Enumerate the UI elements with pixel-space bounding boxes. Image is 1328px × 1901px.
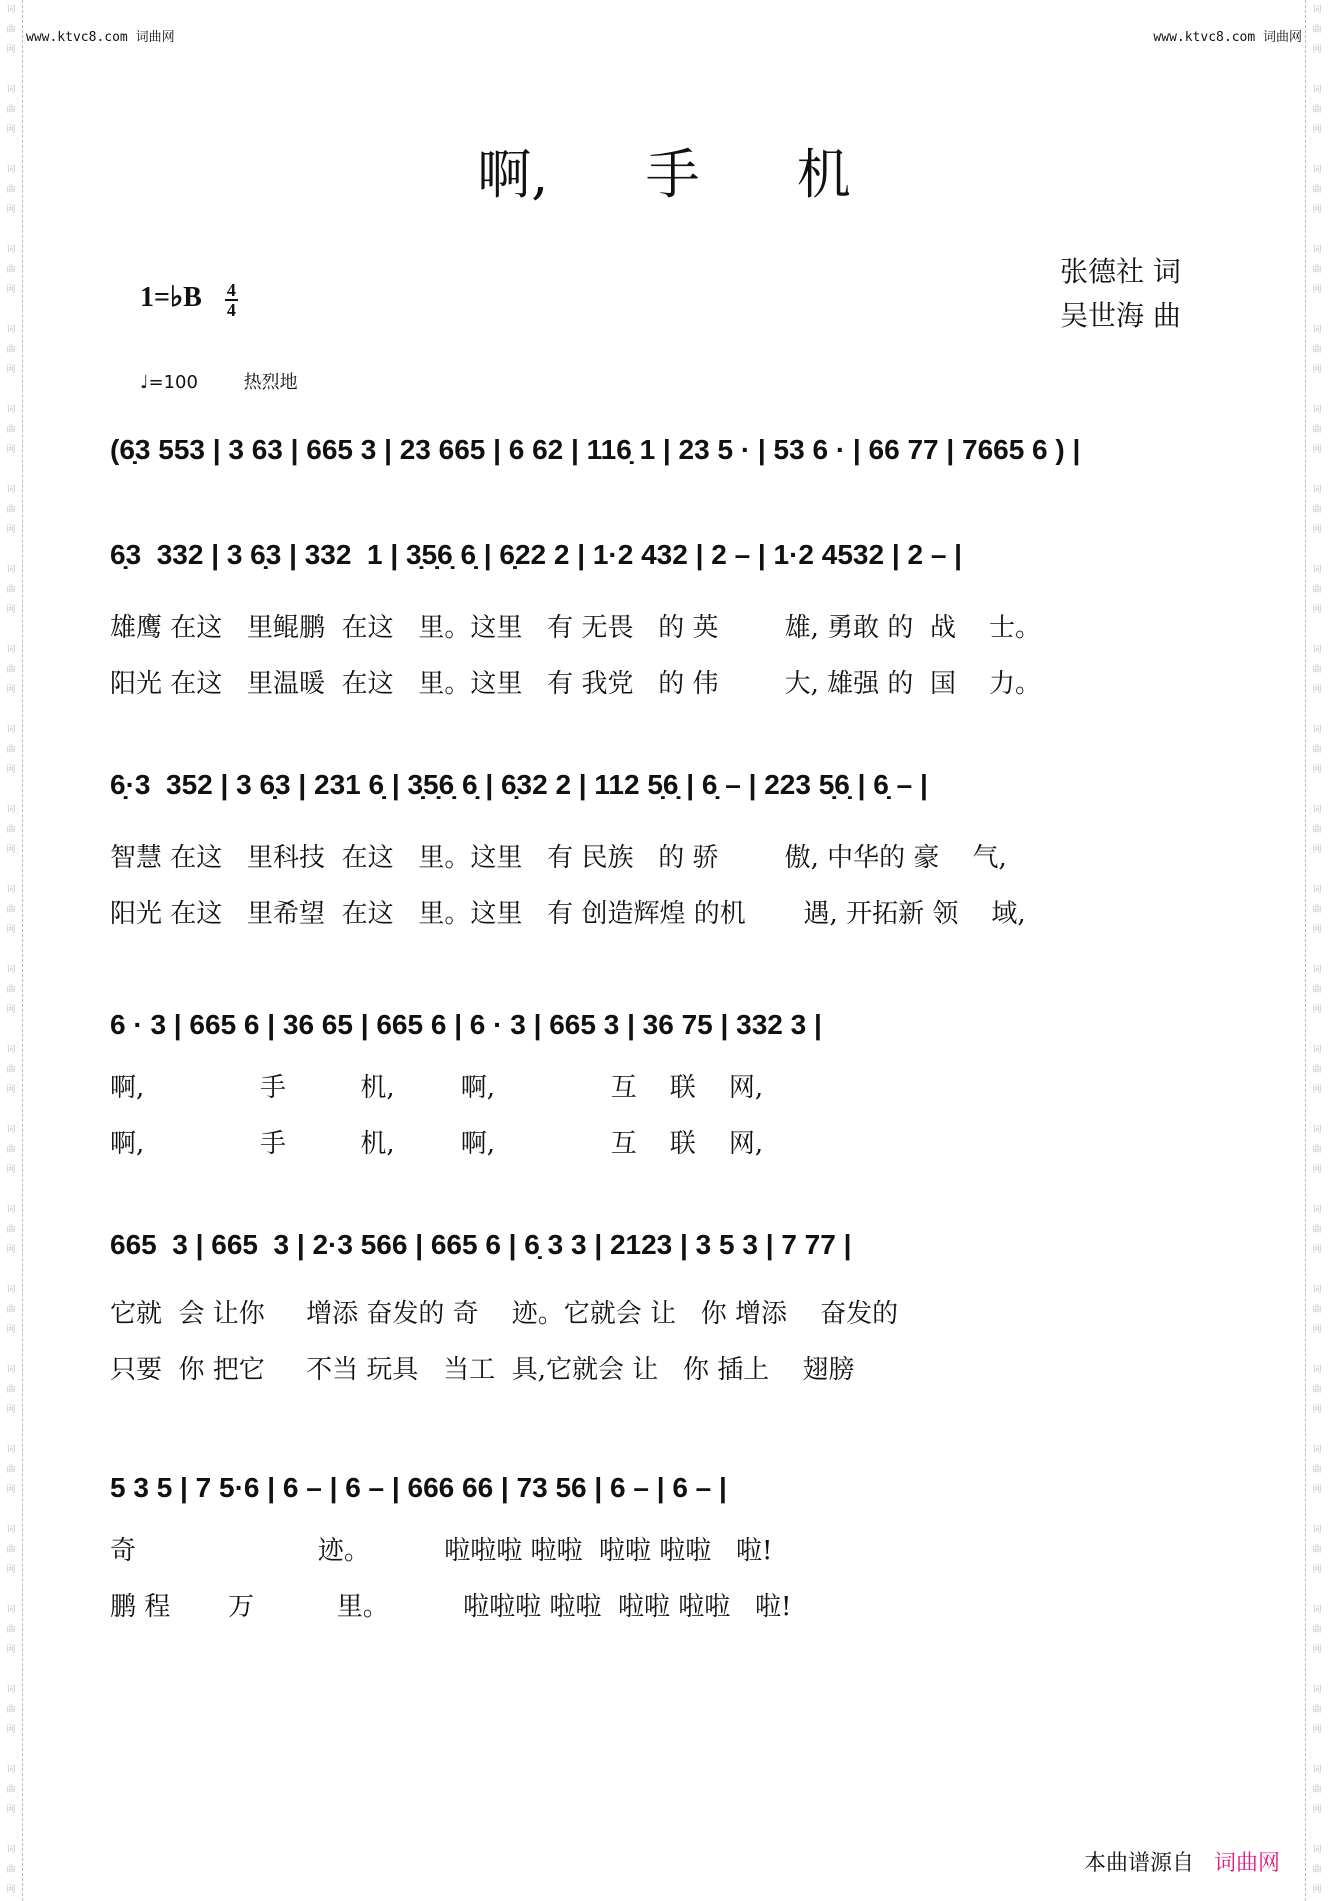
title-part: 机 xyxy=(796,143,851,206)
watermark-text: 词 曲 网 xyxy=(1312,565,1322,615)
footer-label: 本曲谱源自 xyxy=(1083,1851,1194,1876)
watermark-text: 词 曲 网 xyxy=(1312,1525,1322,1575)
watermark-text: 词 曲 网 xyxy=(6,1125,16,1175)
lyric-verse-1: 它就 会 让你 增添 奋发的 奇 迹。它就会 让 你 增添 奋发的 xyxy=(110,1299,899,1329)
footer-brand-link[interactable]: 词曲网 xyxy=(1213,1851,1280,1876)
title-part: 手 xyxy=(645,143,700,206)
watermark-text: 词 曲 网 xyxy=(6,405,16,455)
key-label: 1=♭B xyxy=(140,282,202,313)
header-site-right: www.ktvc8.com 词曲网 xyxy=(1153,30,1302,45)
lyric-verse-1: 雄鹰 在这 里鲲鹏 在这 里。这里 有 无畏 的 英 雄, 勇敢 的 战 士。 xyxy=(110,613,1041,643)
watermark-text: 词 曲 网 xyxy=(6,165,16,215)
lyric-verse-2: 阳光 在这 里希望 在这 里。这里 有 创造辉煌 的机 遇, 开拓新 领 域, xyxy=(110,899,1026,929)
watermark-text: 词 曲 网 xyxy=(6,1205,16,1255)
watermark-text: 词 曲 网 xyxy=(1312,165,1322,215)
lyric-verse-2: 鹏 程 万 里。 啦啦啦 啦啦 啦啦 啦啦 啦! xyxy=(110,1592,792,1622)
lyric-verse-1: 智慧 在这 里科技 在这 里。这里 有 民族 的 骄 傲, 中华的 豪 气, xyxy=(110,843,1007,873)
left-watermark-strip xyxy=(0,0,23,1901)
watermark-text: 词 曲 网 xyxy=(1312,1765,1322,1815)
watermark-text: 词 曲 网 xyxy=(1312,325,1322,375)
watermark-text: 词 曲 网 xyxy=(6,245,16,295)
watermark-text: 词 曲 网 xyxy=(1312,1125,1322,1175)
watermark-text: 词 曲 网 xyxy=(6,885,16,935)
composer: 吴世海 曲 xyxy=(1060,299,1181,332)
lyric-verse-1: 啊, 手 机, 啊, 互 联 网, xyxy=(110,1073,764,1103)
watermark-text: 词 曲 网 xyxy=(6,1045,16,1095)
watermark-text: 词 曲 网 xyxy=(1312,85,1322,135)
watermark-text: 词 曲 网 xyxy=(1312,645,1322,695)
watermark-text: 词 曲 网 xyxy=(1312,1685,1322,1735)
header-site-left: www.ktvc8.com 词曲网 xyxy=(26,30,175,45)
watermark-text: 词 曲 网 xyxy=(6,965,16,1015)
notation-line: (6̣3 553 | 3 63 | 665 3 | 23 665 | 6 62 | 116̣ 1 | 23 5 · | 53 6 · | 66 77 | 7665 6 ) | xyxy=(110,434,1081,465)
title-part: 啊, xyxy=(477,143,549,206)
watermark-text: 词 曲 网 xyxy=(6,645,16,695)
watermark-text: 词 曲 网 xyxy=(1312,1445,1322,1495)
watermark-text: 词 曲 网 xyxy=(1312,1285,1322,1335)
lyric-verse-1: 奇 迹。 啦啦啦 啦啦 啦啦 啦啦 啦! xyxy=(110,1536,773,1566)
watermark-text: 词 曲 网 xyxy=(1312,725,1322,775)
source-footer xyxy=(1084,1846,1280,1877)
tempo-marking xyxy=(140,368,298,394)
notation-line: 665 3 | 665 3 | 2·3 566 | 665 6 | 6̣ 3 3 | 2123 | 3 5 3 | 7 77 | xyxy=(110,1229,852,1260)
notation-line: 6̣3 332 | 3 6̣3 | 332 1 | 3̣5̣6̣ 6̣ | 6̣22 2 | 1·2 432 | 2 – | 1·2 4532 | 2 – | xyxy=(110,539,963,570)
watermark-text: 词 曲 网 xyxy=(1312,885,1322,935)
watermark-text: 词 曲 网 xyxy=(6,1365,16,1415)
watermark-text: 词 曲 网 xyxy=(1312,485,1322,535)
watermark-text: 词 曲 网 xyxy=(1312,1045,1322,1095)
watermark-text: 词 曲 网 xyxy=(6,1605,16,1655)
lyricist: 张德社 词 xyxy=(1060,255,1181,288)
watermark-text: 词 曲 网 xyxy=(6,1765,16,1815)
credits xyxy=(1060,250,1181,338)
watermark-text: 词 曲 网 xyxy=(1312,1205,1322,1255)
watermark-text: 词 曲 网 xyxy=(6,1285,16,1335)
notation-line: 6 · 3 | 665 6 | 36 65 | 665 6 | 6 · 3 | 665 3 | 36 75 | 332 3 | xyxy=(110,1009,822,1040)
expression-mark: 热烈地 xyxy=(243,372,298,393)
watermark-text: 词 曲 网 xyxy=(1312,1605,1322,1655)
key-signature xyxy=(140,280,238,319)
watermark-text: 词 曲 网 xyxy=(6,85,16,135)
watermark-text: 词 曲 网 xyxy=(6,1525,16,1575)
watermark-text: 词 曲 网 xyxy=(6,725,16,775)
lyric-verse-2: 啊, 手 机, 啊, 互 联 网, xyxy=(110,1129,764,1159)
tempo-bpm: ♩=100 xyxy=(140,372,198,393)
right-watermark-strip xyxy=(1305,0,1328,1901)
time-signature: $\frac{4}{4}$ xyxy=(226,279,236,320)
watermark-text: 词 曲 网 xyxy=(6,5,16,55)
watermark-text: 词 曲 网 xyxy=(6,565,16,615)
notation-line: 5 3 5 | 7 5·6 | 6 – | 6 – | 666 66 | 73 56 | 6 – | 6 – | xyxy=(110,1472,727,1503)
song-title xyxy=(0,132,1328,209)
watermark-text: 词 曲 网 xyxy=(6,1445,16,1495)
notation-line: 6̣·3 352 | 3 6̣3 | 231 6̣ | 3̣5̣6̣ 6̣ | 6̣32 2 | 112 5̣6̣ | 6̣ – | 223 5̣6̣ | 6̣ – | xyxy=(110,769,928,800)
watermark-text: 词 曲 网 xyxy=(6,805,16,855)
watermark-text: 词 曲 网 xyxy=(1312,5,1322,55)
watermark-text: 词 曲 网 xyxy=(1312,965,1322,1015)
watermark-text: 词 曲 网 xyxy=(1312,245,1322,295)
watermark-text: 词 曲 网 xyxy=(6,1845,16,1895)
watermark-text: 词 曲 网 xyxy=(1312,405,1322,455)
watermark-text: 词 曲 网 xyxy=(1312,1365,1322,1415)
lyric-verse-2: 只要 你 把它 不当 玩具 当工 具,它就会 让 你 插上 翅膀 xyxy=(110,1355,855,1385)
watermark-text: 词 曲 网 xyxy=(6,325,16,375)
watermark-text: 词 曲 网 xyxy=(1312,805,1322,855)
watermark-text: 词 曲 网 xyxy=(6,1685,16,1735)
watermark-text: 词 曲 网 xyxy=(6,485,16,535)
lyric-verse-2: 阳光 在这 里温暖 在这 里。这里 有 我党 的 伟 大, 雄强 的 国 力。 xyxy=(110,669,1041,699)
watermark-text: 词 曲 网 xyxy=(1312,1845,1322,1895)
